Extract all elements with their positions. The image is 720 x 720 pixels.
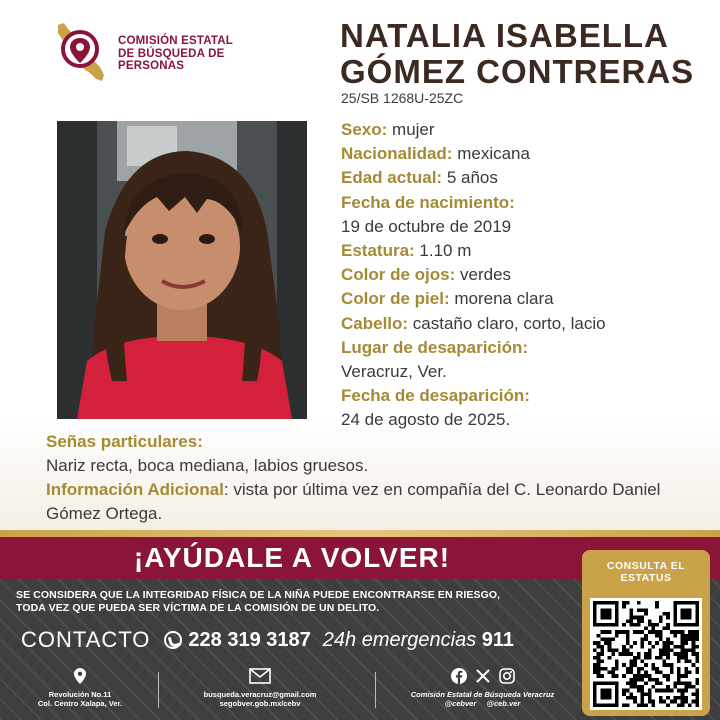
footer-email [185,668,335,708]
field-ojos [341,263,716,287]
field-nacimiento-value [341,215,716,239]
field-nacimiento-label [341,191,716,215]
cta-title: ¡AYÚDALE A VOLVER! [133,542,451,573]
field-label: Fecha de desaparición: [341,386,530,406]
qr-title-line-1: CONSULTA EL [606,560,686,572]
logo-text [118,35,233,73]
person-name-line-1: NATALIA ISABELLA [340,17,669,54]
gold-divider [0,530,720,537]
field-value: morena clara [454,289,554,309]
contact-row [21,624,581,656]
senas-value: Nariz recta, boca mediana, labios gruesos. [46,456,369,475]
field-value: verdes [460,265,512,285]
address-line-2: Col. Centro Xalapa, Ver. [37,699,123,708]
field-lugar-value [341,360,716,384]
mail-icon [249,668,271,684]
website-link[interactable]: segobver.gob.mx/cebv [219,699,301,708]
person-name [340,18,710,90]
footer-divider-1 [158,672,159,708]
risk-warning [16,589,586,614]
location-pin-icon [74,668,86,684]
email-link[interactable]: busqueda.veracruz@gmail.com [203,690,317,699]
field-label: Nacionalidad: [341,144,453,164]
social-handle-2[interactable]: @ceb.ver [486,699,521,708]
field-value: 19 de octubre de 2019 [341,216,512,236]
field-label: Sexo: [341,120,388,139]
emergency-line [323,629,514,652]
emergency-number: 911 [481,628,515,651]
field-sexo [341,118,716,142]
risk-warning-line-2: TODA VEZ QUE PUEDA SER VÍCTIMA DE LA COMISIÓN DE UN DELITO. [16,601,380,614]
field-label: Lugar de desaparición: [341,337,529,357]
field-lugar-label [341,336,716,360]
social-handles [390,699,575,708]
contact-phone-link[interactable] [164,629,310,652]
senas-label: Señas particulares: [46,432,203,451]
qr-title-line-2: ESTATUS [620,572,672,584]
case-folio: 25/SB 1268U-25ZC [341,90,464,106]
logo-line-3: PERSONAS [118,60,185,73]
logo-line-2: DE BÚSQUEDA DE [118,47,225,60]
footer-social [390,668,575,708]
field-piel [341,287,716,311]
footer-divider-2 [375,672,376,708]
contact-phone-number: 228 319 3187 [188,628,311,651]
field-edad [341,166,716,190]
risk-warning-line-1: SE CONSIDERA QUE LA INTEGRIDAD FÍSICA DE LA NIÑA PUEDE ENCONTRARSE EN RIESGO, [16,589,501,601]
info-value: : vista por última vez en compañía del C. Leonardo Daniel Gómez Ortega. [46,480,661,523]
additional-details [46,430,718,526]
field-cabello [341,312,716,336]
info-label: Información Adicional [46,480,224,499]
address-line-1: Revolución No.11 [48,690,112,699]
qr-code-icon[interactable] [590,598,702,710]
field-fecha-label [341,384,716,408]
x-icon[interactable] [475,668,491,684]
field-fecha-value [341,408,716,432]
logo-line-1: COMISIÓN ESTATAL [118,35,233,48]
person-name-line-2: GÓMEZ CONTRERAS [340,53,695,90]
cebv-logo [50,18,270,90]
field-label: Edad actual: [341,168,443,188]
field-value: 1.10 m [419,241,472,261]
field-label: Estatura: [341,241,415,261]
field-value: 24 de agosto de 2025. [341,410,511,430]
emergency-text: 24h emergencias [322,628,477,651]
missing-person-photo [57,121,307,419]
field-estatura [341,239,716,263]
person-details [341,118,716,433]
veracruz-map-pin-logo-icon [50,19,110,89]
field-value: 5 años [446,168,498,188]
social-icons [390,668,575,684]
contact-label: CONTACTO [21,627,151,652]
field-label: Cabello: [341,313,409,333]
facebook-icon[interactable] [451,668,467,684]
instagram-icon[interactable] [499,668,515,684]
field-label: Fecha de nacimiento: [341,192,515,212]
qr-title [582,560,710,584]
field-label: Color de ojos: [341,265,456,285]
field-value: mexicana [457,144,530,164]
info-adicional [46,478,718,526]
social-org-name: Comisión Estatal de Búsqueda Veracruz [410,690,555,699]
field-nacionalidad [341,142,716,166]
field-value: Veracruz, Ver. [341,362,447,382]
phone-icon [164,631,182,649]
footer-address [20,668,140,708]
field-value: mujer [392,120,435,139]
field-label: Color de piel: [341,289,450,309]
social-handle-1[interactable]: @cebver [444,699,477,708]
field-value: castaño claro, corto, lacio [412,313,606,333]
